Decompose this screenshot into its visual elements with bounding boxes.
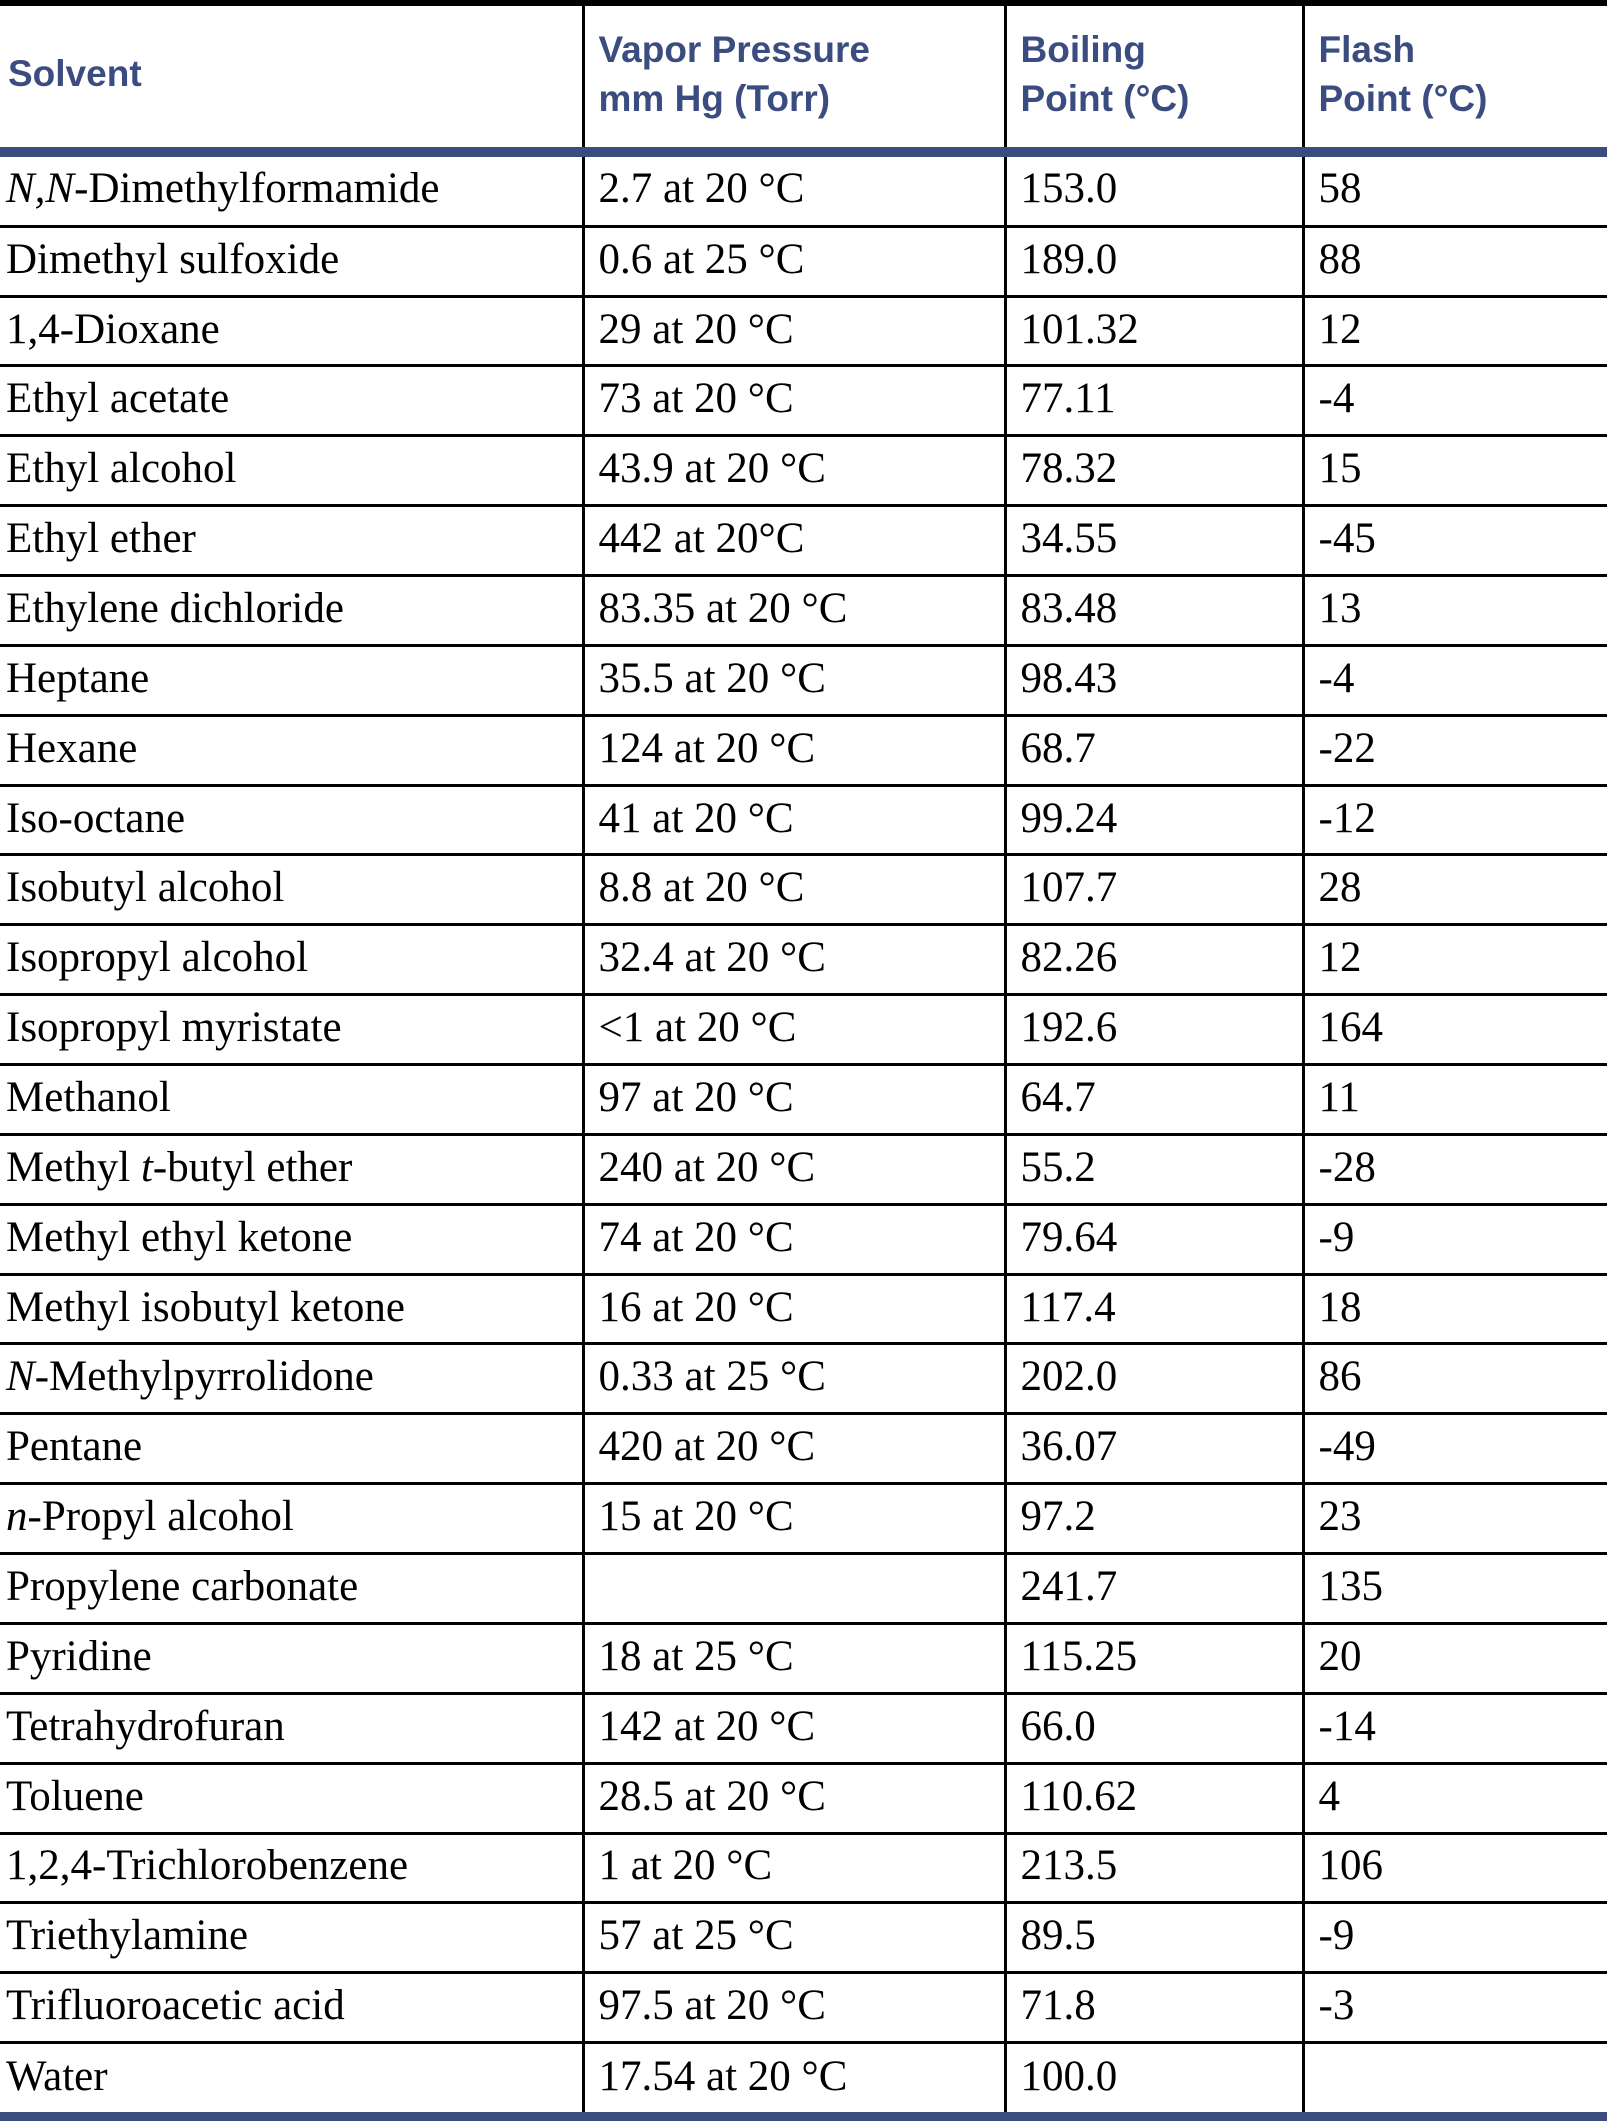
table-row [0, 1763, 1607, 1833]
boiling-point-cell: 77.11 [1005, 366, 1303, 436]
boiling-point-cell: 213.5 [1005, 1833, 1303, 1903]
boiling-point-cell: 107.7 [1005, 855, 1303, 925]
vapor-pressure-cell: 124 at 20 °C [583, 715, 1005, 785]
vapor-pressure-cell: 28.5 at 20 °C [583, 1763, 1005, 1833]
column-header-boiling-point [1005, 3, 1303, 152]
flash-point-cell: 12 [1303, 296, 1607, 366]
table-row [0, 296, 1607, 366]
solvent-cell [0, 1833, 583, 1903]
boiling-point-cell: 83.48 [1005, 576, 1303, 646]
solvent-name-segment: 1,2,4-Trichlorobenzene [6, 1842, 409, 1890]
table-row [0, 715, 1607, 785]
solvent-cell [0, 645, 583, 715]
solvent-cell [0, 1065, 583, 1135]
vapor-pressure-cell: 1 at 20 °C [583, 1833, 1005, 1903]
solvent-cell [0, 576, 583, 646]
flash-point-cell: 11 [1303, 1065, 1607, 1135]
flash-point-cell: -3 [1303, 1973, 1607, 2043]
flash-point-cell: 135 [1303, 1554, 1607, 1624]
solvent-name-segment: 1,4-Dioxane [6, 305, 220, 353]
vapor-pressure-cell: 420 at 20 °C [583, 1414, 1005, 1484]
vapor-pressure-cell: 57 at 25 °C [583, 1903, 1005, 1973]
vapor-pressure-cell: 32.4 at 20 °C [583, 925, 1005, 995]
solvent-cell [0, 1274, 583, 1344]
solvent-name-segment: -butyl ether [152, 1143, 353, 1191]
boiling-point-cell: 101.32 [1005, 296, 1303, 366]
boiling-point-cell: 115.25 [1005, 1623, 1303, 1693]
solvent-name-segment: -Dimethylformamide [74, 165, 440, 213]
table-row [0, 1134, 1607, 1204]
column-header-text: Vapor Pressure [598, 28, 870, 70]
flash-point-cell: 20 [1303, 1623, 1607, 1693]
vapor-pressure-cell: 35.5 at 20 °C [583, 645, 1005, 715]
flash-point-cell: -4 [1303, 366, 1607, 436]
vapor-pressure-cell: 83.35 at 20 °C [583, 576, 1005, 646]
solvent-cell [0, 1903, 583, 1973]
flash-point-cell: -28 [1303, 1134, 1607, 1204]
flash-point-cell: 28 [1303, 855, 1607, 925]
boiling-point-cell: 55.2 [1005, 1134, 1303, 1204]
header-row [0, 3, 1607, 152]
column-header-text: Point (°C) [1020, 77, 1190, 119]
solvent-name-segment: Methanol [6, 1073, 171, 1121]
vapor-pressure-cell: 97.5 at 20 °C [583, 1973, 1005, 2043]
solvent-cell [0, 436, 583, 506]
boiling-point-cell: 71.8 [1005, 1973, 1303, 2043]
solvent-name-segment: Toluene [6, 1772, 144, 1820]
table-row [0, 1693, 1607, 1763]
boiling-point-cell: 82.26 [1005, 925, 1303, 995]
flash-point-cell: -12 [1303, 785, 1607, 855]
flash-point-cell: 164 [1303, 995, 1607, 1065]
solvent-name-segment: Propylene carbonate [6, 1562, 359, 1610]
solvent-name-segment: Water [6, 2052, 108, 2100]
solvent-cell [0, 1693, 583, 1763]
table-row [0, 1414, 1607, 1484]
boiling-point-cell: 89.5 [1005, 1903, 1303, 1973]
solvent-cell [0, 855, 583, 925]
solvent-cell [0, 366, 583, 436]
flash-point-cell: 58 [1303, 152, 1607, 226]
boiling-point-cell: 241.7 [1005, 1554, 1303, 1624]
solvent-name-segment: Dimethyl sulfoxide [6, 235, 340, 283]
solvent-name-segment: Trifluoroacetic acid [6, 1982, 345, 2030]
flash-point-cell: -45 [1303, 506, 1607, 576]
solvent-name-segment: Hexane [6, 724, 138, 772]
boiling-point-cell: 110.62 [1005, 1763, 1303, 1833]
vapor-pressure-cell: 2.7 at 20 °C [583, 152, 1005, 226]
flash-point-cell: -4 [1303, 645, 1607, 715]
vapor-pressure-cell: 16 at 20 °C [583, 1274, 1005, 1344]
solvent-name-segment: Isopropyl alcohol [6, 934, 309, 982]
boiling-point-cell: 36.07 [1005, 1414, 1303, 1484]
flash-point-cell: -22 [1303, 715, 1607, 785]
solvent-cell [0, 226, 583, 296]
vapor-pressure-cell: 73 at 20 °C [583, 366, 1005, 436]
table-row [0, 1204, 1607, 1274]
solvent-cell [0, 1554, 583, 1624]
solvent-name-segment: Heptane [6, 654, 150, 702]
vapor-pressure-cell: 442 at 20°C [583, 506, 1005, 576]
table-row [0, 1554, 1607, 1624]
solvent-name-segment: Isopropyl myristate [6, 1004, 342, 1052]
solvent-cell [0, 1484, 583, 1554]
flash-point-cell: -9 [1303, 1204, 1607, 1274]
solvent-name-segment: Isobutyl alcohol [6, 864, 285, 912]
vapor-pressure-cell: 8.8 at 20 °C [583, 855, 1005, 925]
solvent-name-segment: Methyl [6, 1143, 141, 1191]
solvent-name-segment: Ethyl ether [6, 515, 196, 563]
flash-point-cell: 106 [1303, 1833, 1607, 1903]
solvent-cell [0, 2043, 583, 2117]
flash-point-cell: 15 [1303, 436, 1607, 506]
column-header-text: Solvent [8, 53, 142, 95]
column-header-text: mm Hg (Torr) [598, 77, 831, 119]
flash-point-cell [1303, 2043, 1607, 2117]
table-row [0, 645, 1607, 715]
table-row [0, 1973, 1607, 2043]
vapor-pressure-cell: 43.9 at 20 °C [583, 436, 1005, 506]
vapor-pressure-cell: 74 at 20 °C [583, 1204, 1005, 1274]
solvent-name-italic-segment: n [6, 1493, 28, 1541]
boiling-point-cell: 192.6 [1005, 995, 1303, 1065]
flash-point-cell: 23 [1303, 1484, 1607, 1554]
table-row [0, 1274, 1607, 1344]
table-row [0, 1833, 1607, 1903]
vapor-pressure-cell: 15 at 20 °C [583, 1484, 1005, 1554]
boiling-point-cell: 79.64 [1005, 1204, 1303, 1274]
flash-point-cell: -9 [1303, 1903, 1607, 1973]
flash-point-cell: -14 [1303, 1693, 1607, 1763]
table-row [0, 1484, 1607, 1554]
boiling-point-cell: 99.24 [1005, 785, 1303, 855]
solvent-cell [0, 1414, 583, 1484]
table-row [0, 2043, 1607, 2117]
solvent-cell [0, 925, 583, 995]
solvent-cell [0, 296, 583, 366]
solvent-name-segment: -Propyl alcohol [27, 1493, 294, 1541]
table-row [0, 1065, 1607, 1135]
table-body [0, 152, 1607, 2117]
flash-point-cell: 12 [1303, 925, 1607, 995]
solvent-name-segment: Pyridine [6, 1632, 152, 1680]
boiling-point-cell: 34.55 [1005, 506, 1303, 576]
vapor-pressure-cell: 142 at 20 °C [583, 1693, 1005, 1763]
flash-point-cell: 18 [1303, 1274, 1607, 1344]
table-row [0, 366, 1607, 436]
table-row [0, 506, 1607, 576]
column-header-flash-point [1303, 3, 1607, 152]
boiling-point-cell: 78.32 [1005, 436, 1303, 506]
solvent-cell [0, 506, 583, 576]
solvent-cell [0, 152, 583, 226]
column-header-text: Boiling [1020, 28, 1146, 70]
vapor-pressure-cell: 18 at 25 °C [583, 1623, 1005, 1693]
vapor-pressure-cell: 29 at 20 °C [583, 296, 1005, 366]
column-header-text: Flash [1318, 28, 1416, 70]
boiling-point-cell: 189.0 [1005, 226, 1303, 296]
vapor-pressure-cell: 41 at 20 °C [583, 785, 1005, 855]
solvent-name-segment: Methyl ethyl ketone [6, 1213, 353, 1261]
solvent-name-segment: Ethylene dichloride [6, 584, 344, 632]
table-row [0, 576, 1607, 646]
flash-point-cell: 4 [1303, 1763, 1607, 1833]
solvent-cell [0, 1623, 583, 1693]
solvent-name-segment: Pentane [6, 1423, 143, 1471]
solvent-name-segment: -Methylpyrrolidone [34, 1353, 374, 1401]
solvent-name-segment: Ethyl alcohol [6, 445, 237, 493]
table-row [0, 925, 1607, 995]
flash-point-cell: 88 [1303, 226, 1607, 296]
solvent-name-italic-segment: N,N [6, 165, 75, 213]
solvent-name-segment: Methyl isobutyl ketone [6, 1283, 405, 1331]
solvent-cell [0, 1204, 583, 1274]
table-row [0, 995, 1607, 1065]
table-row [0, 226, 1607, 296]
table-row [0, 785, 1607, 855]
table-header [0, 3, 1607, 152]
solvent-name-italic-segment: t [140, 1143, 153, 1191]
column-header-text: Point (°C) [1318, 77, 1488, 119]
boiling-point-cell: 64.7 [1005, 1065, 1303, 1135]
column-header-vapor-pressure [583, 3, 1005, 152]
solvent-cell [0, 1344, 583, 1414]
boiling-point-cell: 153.0 [1005, 152, 1303, 226]
solvent-cell [0, 1134, 583, 1204]
boiling-point-cell: 202.0 [1005, 1344, 1303, 1414]
table-row [0, 1344, 1607, 1414]
solvent-name-italic-segment: N [6, 1353, 35, 1401]
column-header-solvent [0, 3, 583, 152]
boiling-point-cell: 98.43 [1005, 645, 1303, 715]
boiling-point-cell: 66.0 [1005, 1693, 1303, 1763]
boiling-point-cell: 97.2 [1005, 1484, 1303, 1554]
boiling-point-cell: 117.4 [1005, 1274, 1303, 1344]
vapor-pressure-cell [583, 1554, 1005, 1624]
vapor-pressure-cell: 17.54 at 20 °C [583, 2043, 1005, 2117]
vapor-pressure-cell: 240 at 20 °C [583, 1134, 1005, 1204]
solvent-name-segment: Tetrahydrofuran [6, 1702, 285, 1750]
solvent-name-segment: Iso-octane [6, 794, 186, 842]
table-row [0, 1903, 1607, 1973]
table-row [0, 436, 1607, 506]
flash-point-cell: 13 [1303, 576, 1607, 646]
solvent-cell [0, 785, 583, 855]
table-row [0, 1623, 1607, 1693]
vapor-pressure-cell: <1 at 20 °C [583, 995, 1005, 1065]
solvent-cell [0, 1973, 583, 2043]
solvent-name-segment: Triethylamine [6, 1912, 249, 1960]
boiling-point-cell: 68.7 [1005, 715, 1303, 785]
solvent-cell [0, 995, 583, 1065]
vapor-pressure-cell: 0.33 at 25 °C [583, 1344, 1005, 1414]
flash-point-cell: 86 [1303, 1344, 1607, 1414]
table-row [0, 855, 1607, 925]
solvent-cell [0, 1763, 583, 1833]
table-row [0, 152, 1607, 226]
solvent-cell [0, 715, 583, 785]
flash-point-cell: -49 [1303, 1414, 1607, 1484]
boiling-point-cell: 100.0 [1005, 2043, 1303, 2117]
vapor-pressure-cell: 97 at 20 °C [583, 1065, 1005, 1135]
vapor-pressure-cell: 0.6 at 25 °C [583, 226, 1005, 296]
solvent-name-segment: Ethyl acetate [6, 375, 230, 423]
